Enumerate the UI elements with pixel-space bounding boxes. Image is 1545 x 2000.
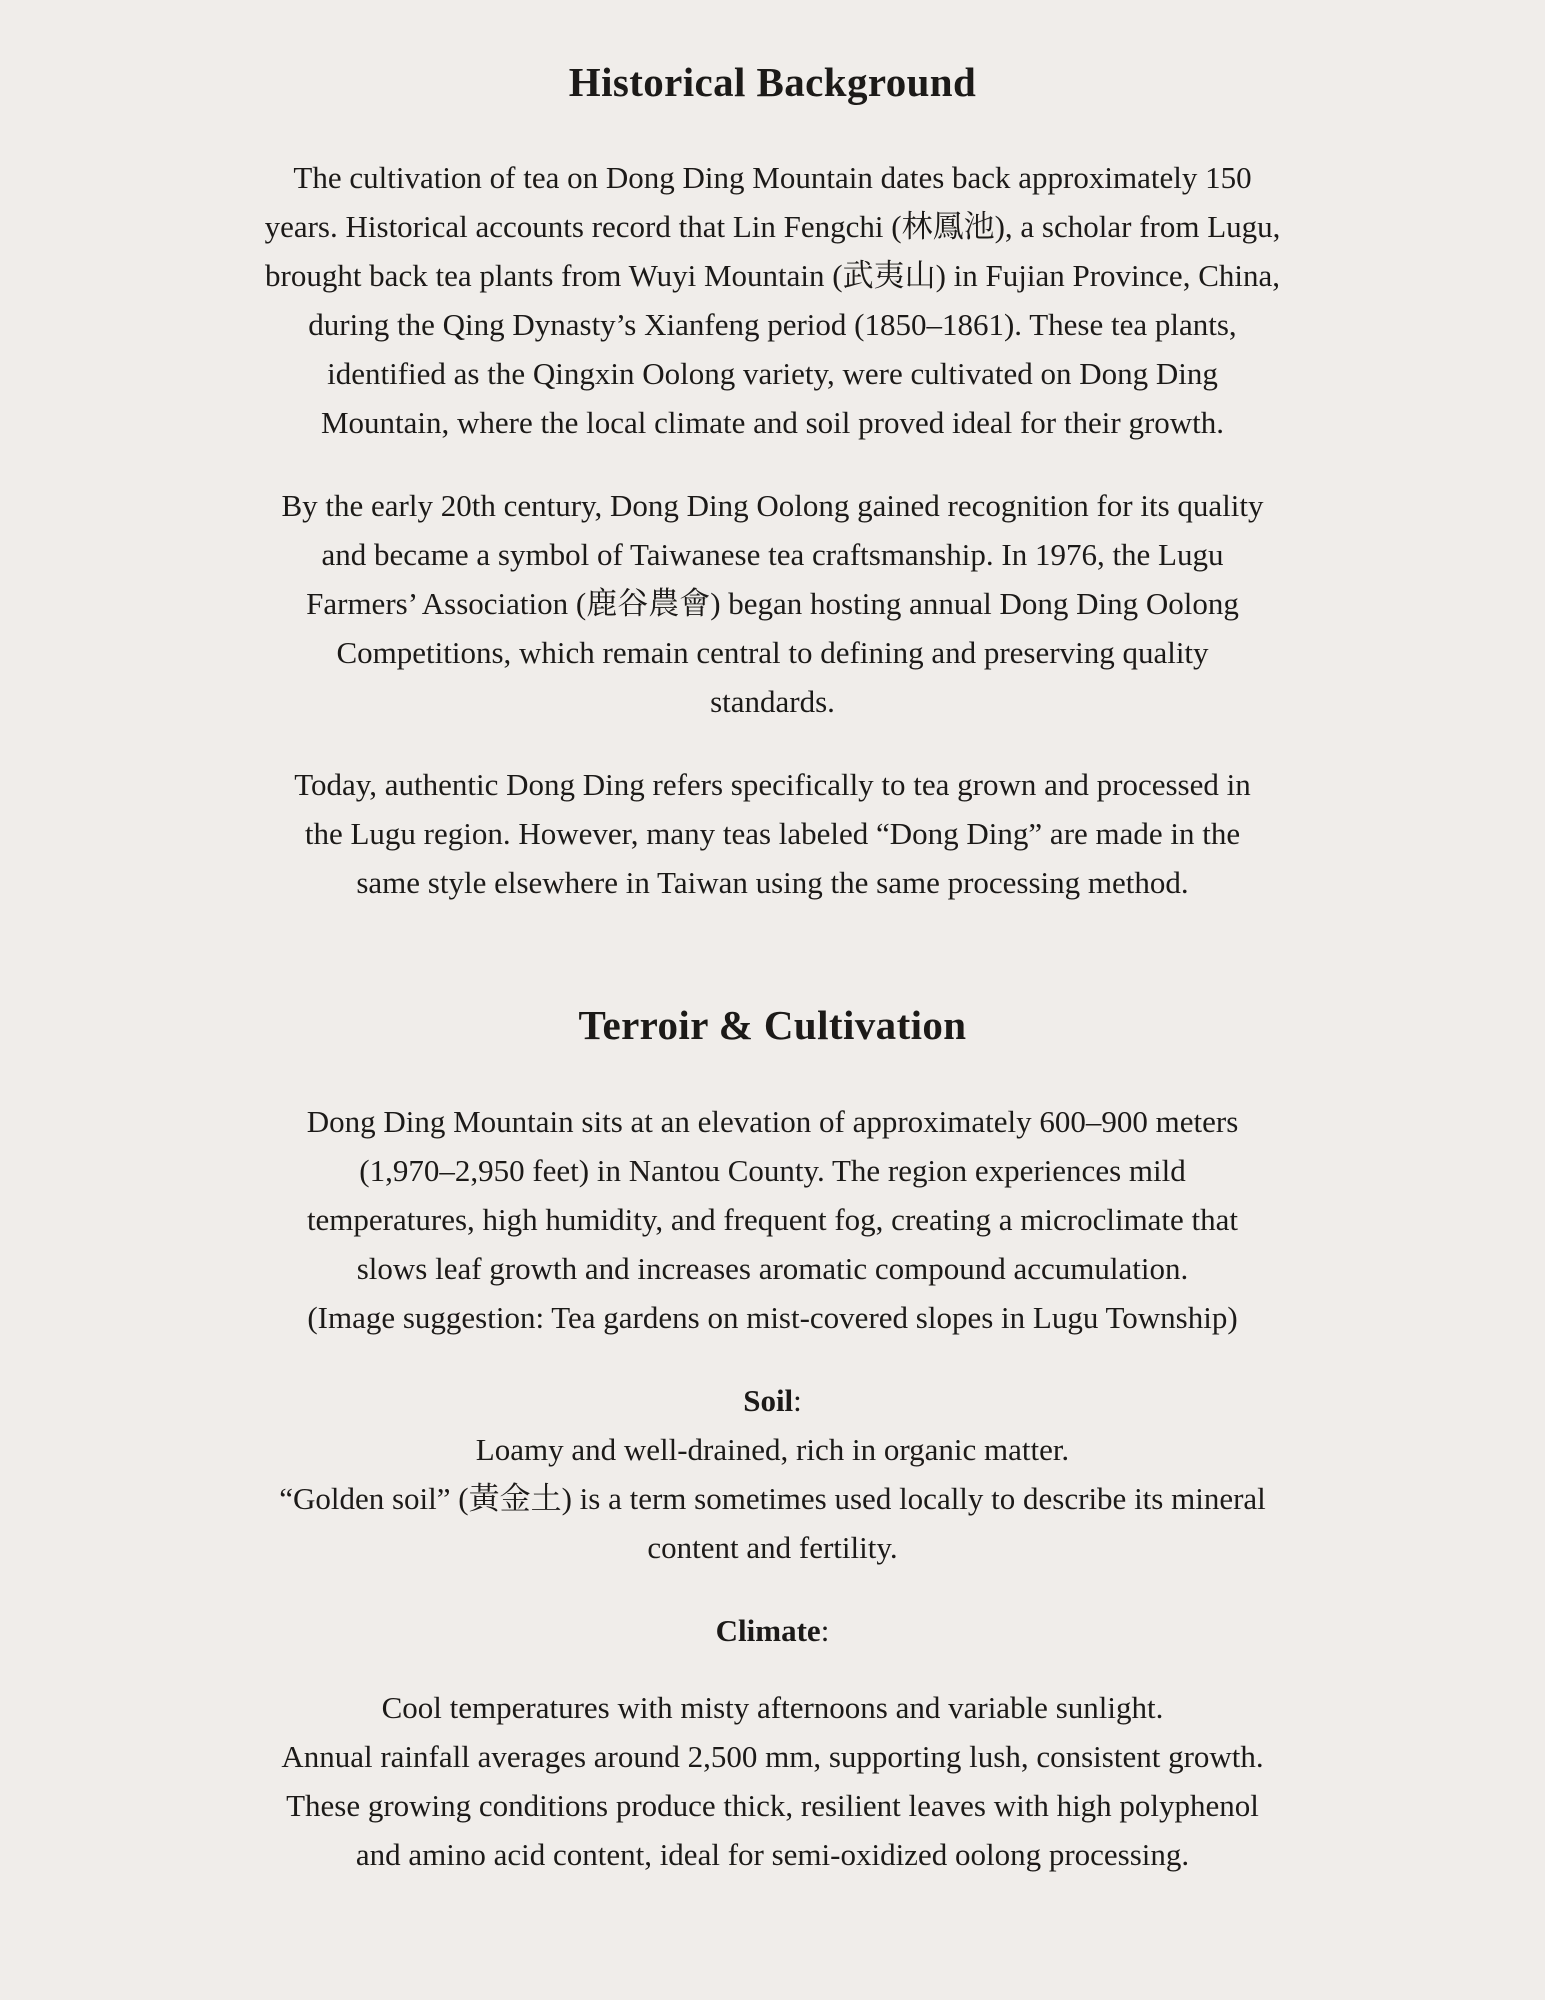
soil-label-colon: :: [793, 1382, 802, 1418]
climate-label: Climate: [715, 1612, 821, 1648]
paragraph-authentic-dong-ding: Today, authentic Dong Ding refers specifically to tea grown and processed in the Lugu region. However, many teas labeled “Dong Ding” are made in the same style elsewhere in Taiwan using the same processing method.: [294, 767, 1251, 901]
section-title-historical-background: Historical Background: [568, 59, 977, 105]
section-historical-background: [58, 56, 1487, 907]
climate-heading: [58, 1606, 1487, 1655]
paragraph-20th-century-recognition: By the early 20th century, Dong Ding Oolong gained recognition for its quality and became a symbol of Taiwanese tea craftsmanship. In 1976, the Lugu Farmers’ Association (鹿谷農會) began hosting annual Dong Ding Oolong Competitions, which remain central to defining and preserving quality standards.: [281, 488, 1264, 720]
soil-label: Soil: [743, 1382, 794, 1418]
soil-description-lines: Loamy and well-drained, rich in organic matter. “Golden soil” (黃金土) is a term sometimes used locally to describe its mineral content and fertility.: [279, 1431, 1266, 1565]
soil-block: [58, 1376, 1487, 1572]
paragraph-cultivation-history: The cultivation of tea on Dong Ding Mountain dates back approximately 150 years. Historical accounts record that Lin Fengchi (林鳳池), a scholar from Lugu, brought back tea plants from Wuyi Mountain (武夷山) in Fujian Province, China, during the Qing Dynasty’s Xianfeng period (1850–1861). These tea plants, identified as the Qingxin Oolong variety, were cultivated on Dong Ding Mountain, where the local climate and soil proved ideal for their growth.: [264, 160, 1281, 441]
section-terroir-cultivation: [58, 999, 1487, 1878]
paragraph-elevation-microclimate: Dong Ding Mountain sits at an elevation of approximately 600–900 meters (1,970–2,950 feet) in Nantou County. The region experiences mild temperatures, high humidity, and frequent fog, creating a microclimate that slows leaf growth and increases aromatic compound accumulation. (Image suggestion: Tea gardens on mist-covered slopes in Lugu Township): [306, 1103, 1239, 1335]
section-title-terroir-cultivation: Terroir & Cultivation: [578, 1002, 967, 1049]
climate-label-colon: :: [820, 1612, 830, 1648]
paragraph-climate-description: Cool temperatures with misty afternoons and variable sunlight. Annual rainfall averages around 2,500 mm, supporting lush, consistent growth. These growing conditions produce thick, resilient leaves with high polyphenol and amino acid content, ideal for semi-oxidized oolong processing.: [281, 1689, 1264, 1872]
